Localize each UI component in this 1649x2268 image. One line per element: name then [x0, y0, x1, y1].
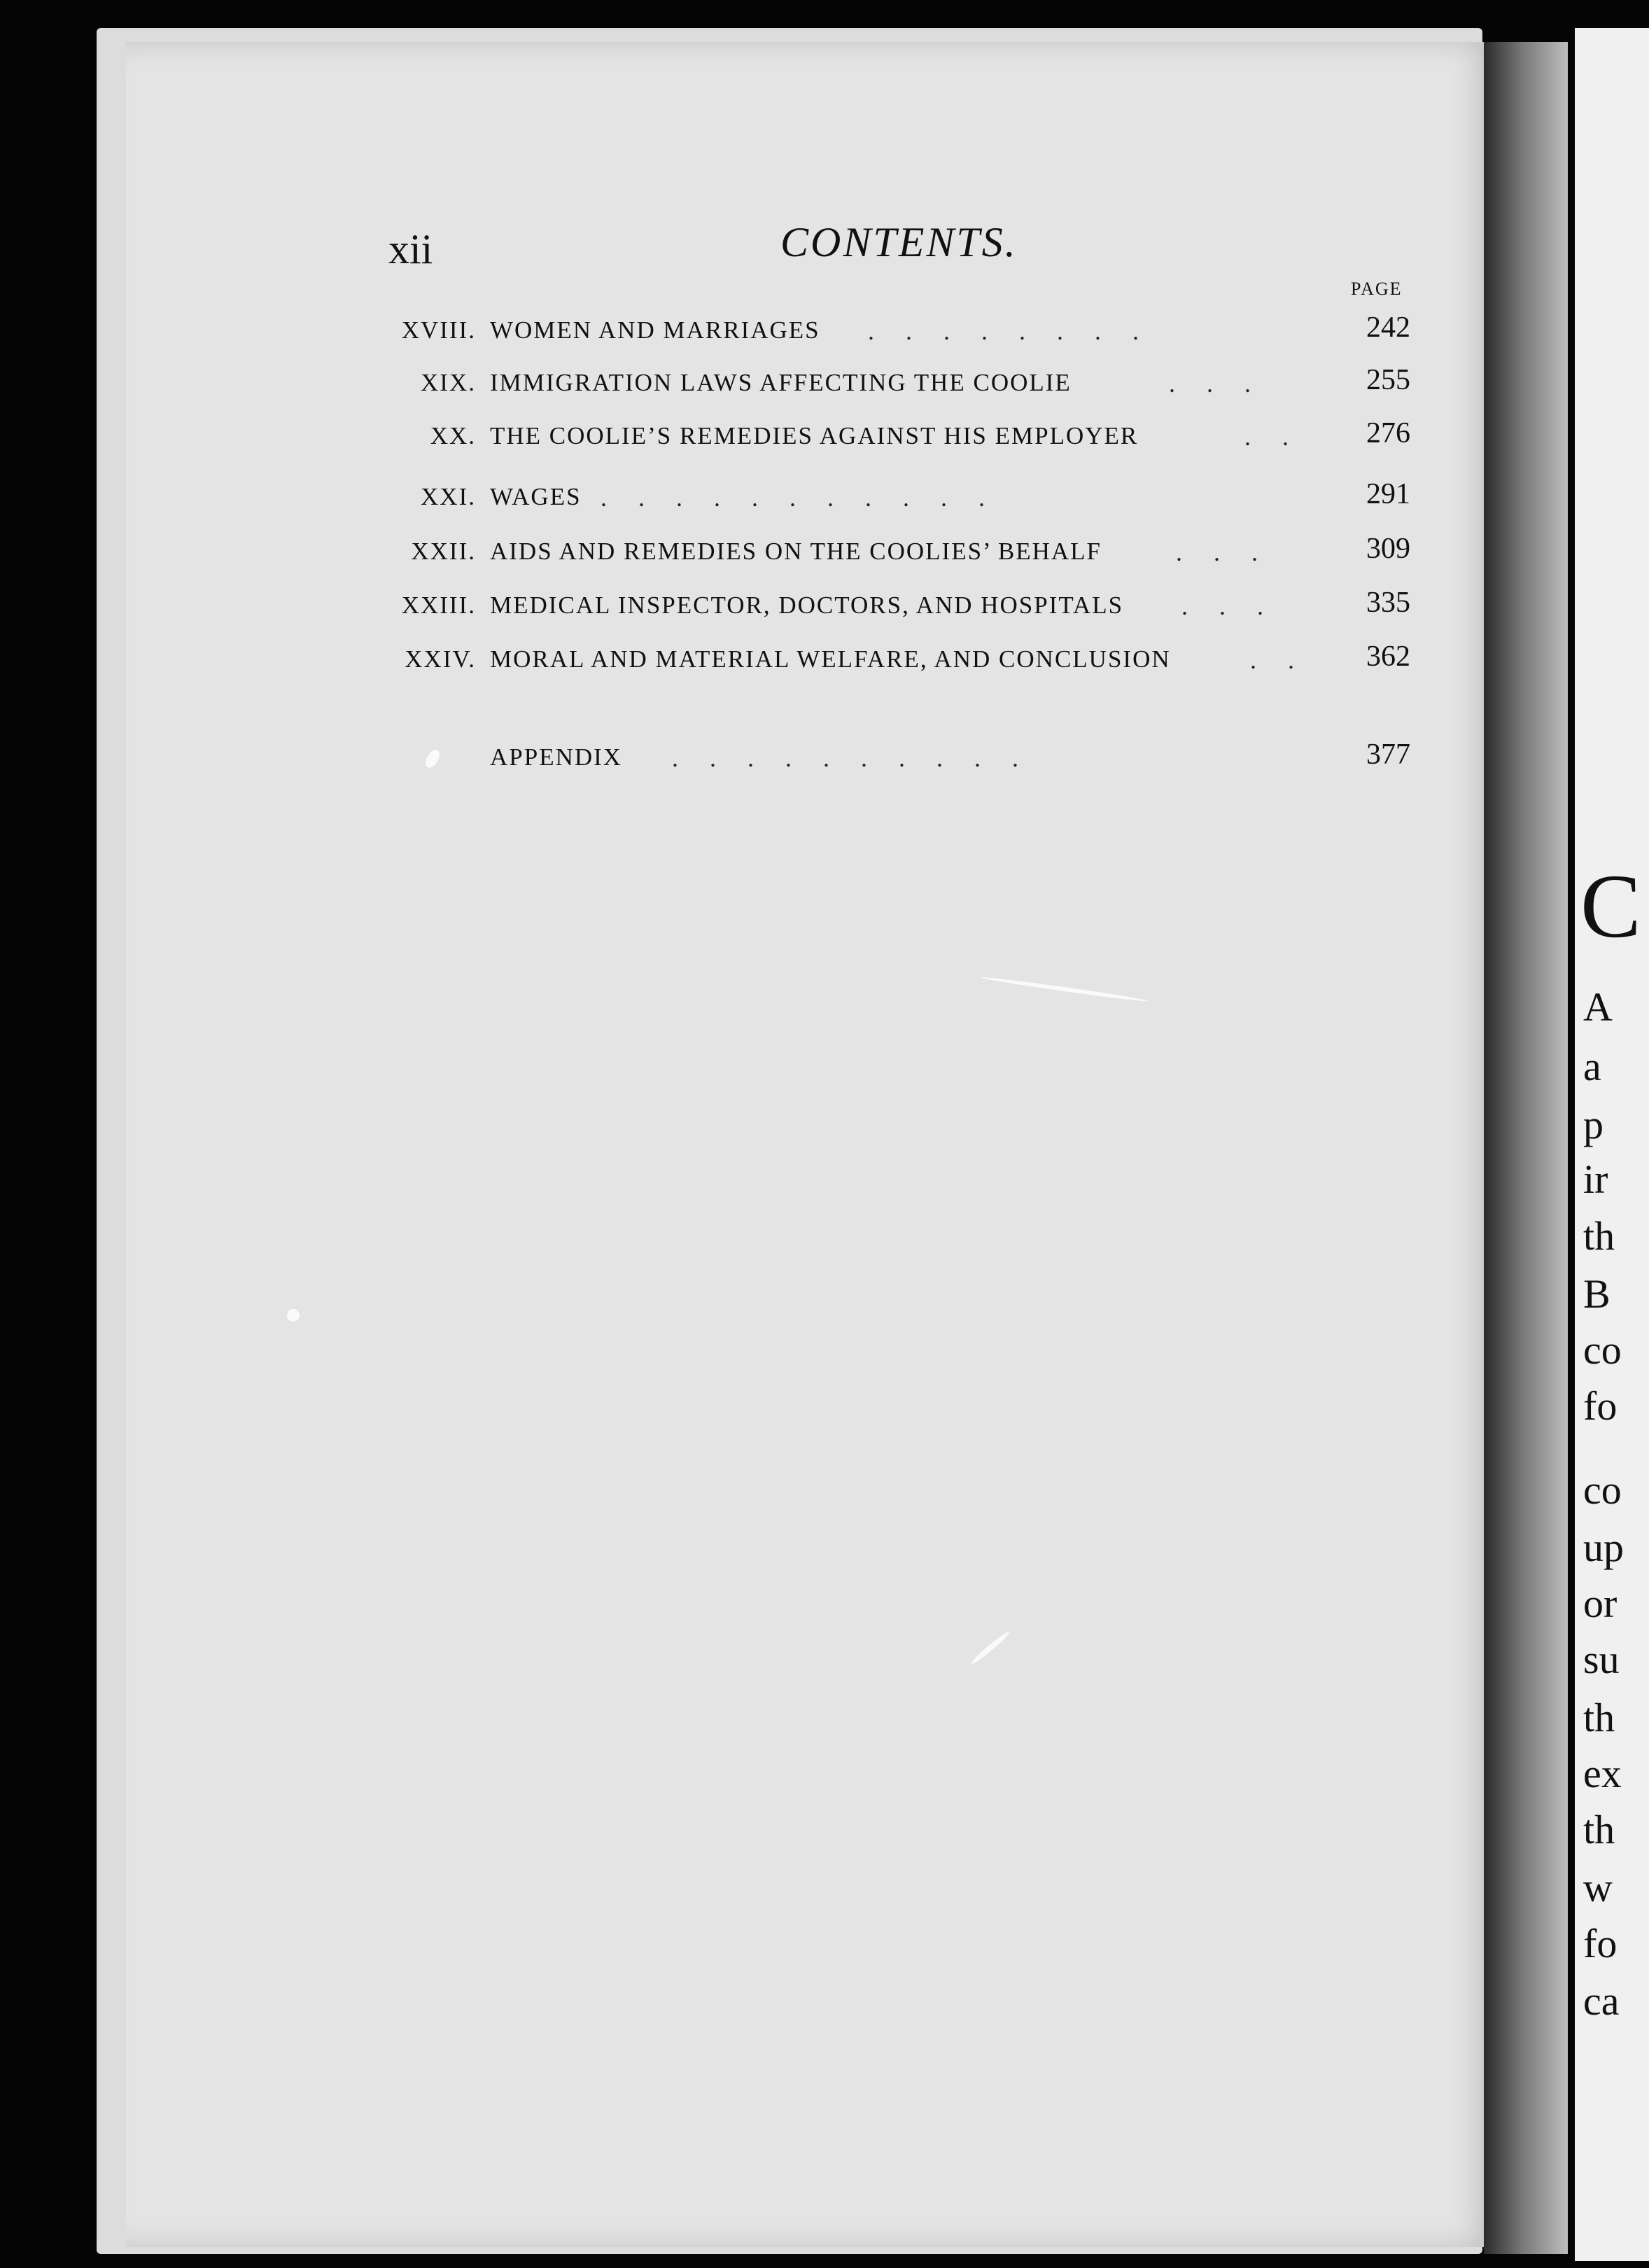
page-number: 362	[1366, 640, 1410, 673]
facing-page-fragment: th	[1583, 1695, 1615, 1740]
book-gutter	[1484, 42, 1568, 2254]
facing-page-fragment: A	[1583, 984, 1613, 1030]
facing-page-fragment: th	[1583, 1807, 1615, 1852]
page-number: 255	[1366, 364, 1410, 396]
dot-leader: . . . . . . . .	[868, 317, 1151, 345]
chapter-title: WAGES	[490, 483, 582, 510]
chapter-number: XXI.	[421, 483, 476, 510]
toc-entry	[0, 364, 1414, 404]
chapter-number: XIX.	[421, 369, 476, 396]
page-number: 377	[1366, 738, 1410, 771]
facing-page-fragment: w	[1583, 1865, 1613, 1910]
page-number: 335	[1366, 587, 1410, 619]
chapter-number: XXIII.	[401, 592, 476, 619]
chapter-number: XVIII.	[401, 316, 476, 344]
appendix-entry	[0, 738, 1414, 778]
toc-entry	[0, 478, 1414, 518]
facing-page-fragment: ca	[1583, 1978, 1620, 2024]
dot-leader: . .	[1250, 646, 1307, 674]
page-number: 276	[1366, 417, 1410, 449]
facing-page-fragment: C	[1580, 856, 1641, 957]
toc-entry	[0, 640, 1414, 680]
chapter-number: XX.	[430, 422, 476, 449]
dot-leader: . . .	[1181, 592, 1276, 620]
page-number-roman: xii	[388, 226, 433, 272]
page-number: 242	[1366, 312, 1410, 344]
facing-page-fragment: co	[1583, 1467, 1622, 1513]
page-title: CONTENTS.	[780, 219, 1018, 265]
facing-page-fragment: co	[1583, 1327, 1622, 1373]
dot-leader: . . .	[1169, 370, 1263, 398]
page-column-label: PAGE	[1351, 279, 1403, 299]
toc-entry	[0, 533, 1414, 573]
chapter-title: WOMEN AND MARRIAGES	[490, 316, 820, 344]
chapter-title: AIDS AND REMEDIES ON THE COOLIES’ BEHALF	[490, 538, 1102, 565]
chapter-number: XXII.	[411, 538, 476, 565]
facing-page-fragment: up	[1583, 1525, 1624, 1570]
paper-speck	[287, 1309, 300, 1322]
facing-page-fragment: ex	[1583, 1751, 1622, 1796]
facing-page-fragment: su	[1583, 1637, 1620, 1682]
chapter-number: XXIV.	[405, 645, 476, 673]
facing-page-fragment: fo	[1583, 1383, 1618, 1429]
dot-leader: . . . . . . . . . . .	[601, 484, 997, 512]
toc-entry	[0, 312, 1414, 351]
dot-leader: . .	[1244, 423, 1301, 451]
chapter-title: MEDICAL INSPECTOR, DOCTORS, AND HOSPITALS	[490, 592, 1124, 619]
facing-page-edge	[1575, 28, 1649, 2261]
facing-page-fragment: ir	[1583, 1156, 1608, 1202]
dot-leader: . . . . . . . . . .	[672, 744, 1031, 772]
facing-page-fragment: B	[1583, 1271, 1611, 1317]
facing-page-fragment: p	[1583, 1102, 1604, 1147]
toc-entry	[0, 587, 1414, 626]
dot-leader: . . .	[1176, 538, 1270, 566]
appendix-title: APPENDIX	[490, 743, 623, 771]
page-number: 309	[1366, 533, 1410, 565]
facing-page-fragment: a	[1583, 1044, 1601, 1089]
page-number: 291	[1366, 478, 1410, 510]
facing-page-fragment: fo	[1583, 1921, 1618, 1966]
chapter-title: MORAL AND MATERIAL WELFARE, AND CONCLUSION	[490, 645, 1171, 673]
chapter-title: IMMIGRATION LAWS AFFECTING THE COOLIE	[490, 369, 1072, 396]
toc-entry	[0, 417, 1414, 457]
chapter-title: THE COOLIE’S REMEDIES AGAINST HIS EMPLOYER	[490, 422, 1139, 449]
facing-page-fragment: th	[1583, 1213, 1615, 1259]
facing-page-fragment: or	[1583, 1581, 1618, 1626]
